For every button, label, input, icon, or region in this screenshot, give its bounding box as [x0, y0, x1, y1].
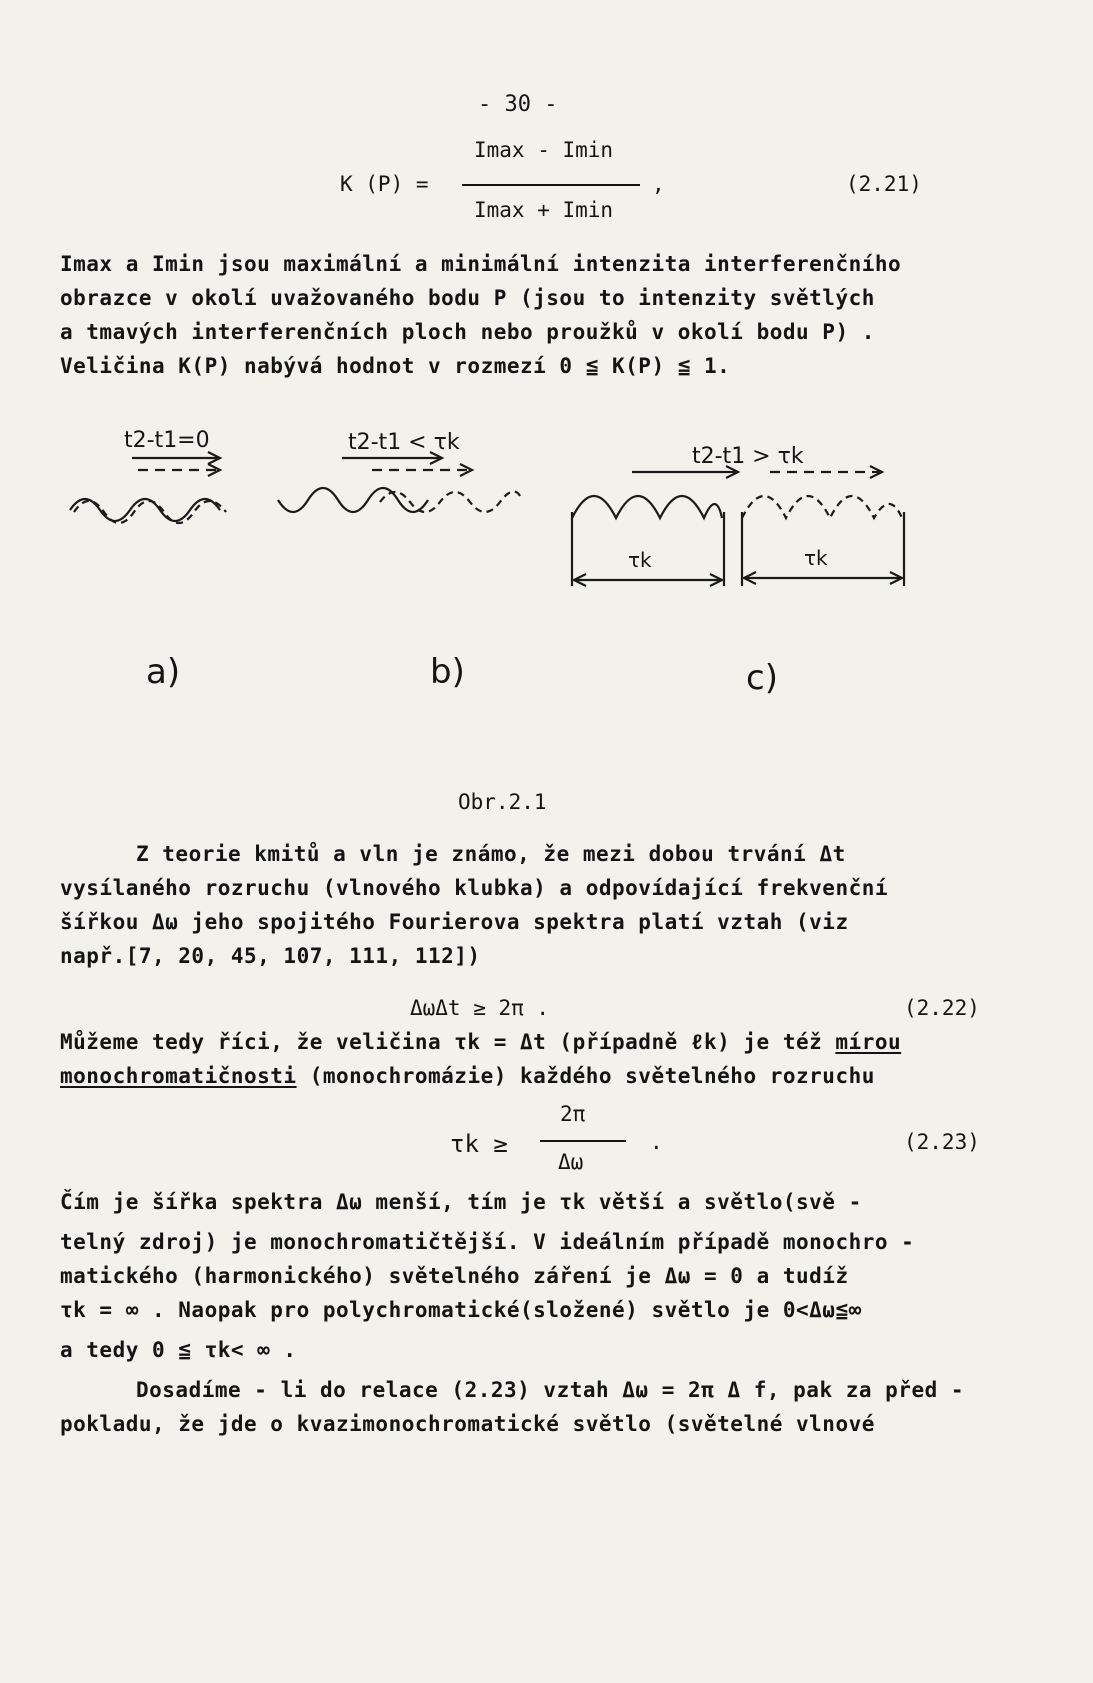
panel-b-condition: t2-t1 < τk [348, 430, 460, 455]
panel-b-wave-solid [278, 488, 428, 512]
para3-line-1 [60, 1030, 901, 1056]
para3-underlined-term: monochromatičnosti [60, 1064, 297, 1088]
para1-line: a tmavých interferenčních ploch nebo proužků v okolí bodu P) . [60, 320, 875, 344]
eq-2-21-numerator: Imax - Imin [474, 138, 614, 162]
eq-2-21-trailing: , [652, 172, 665, 196]
eq-2-23-denominator: Δω [558, 1150, 584, 1174]
para1-line: obrazce v okolí uvažovaného bodu P (jsou to intenzity světlých [60, 286, 875, 310]
eq-2-22: ΔωΔt ≥ 2π . [410, 996, 550, 1020]
panel-c-wave-solid [572, 496, 722, 518]
eq-2-21-denominator: Imax + Imin [474, 198, 614, 222]
para2-line: Z teorie kmitů a vln je známo, že mezi dobou trvání Δt [136, 842, 846, 866]
para2-line: šířkou Δω jeho spojitého Fourierova spektra platí vztah (viz [60, 910, 849, 934]
panel-a-condition: t2-t1=0 [124, 428, 210, 453]
panel-b-label: b) [430, 652, 465, 692]
para4-line: τk = ∞ . Naopak pro polychromatické(složené) světlo je 0<Δω≦∞ [60, 1298, 862, 1322]
para2-line: např.[7, 20, 45, 107, 111, 112]) [60, 944, 481, 968]
eq-2-23-numerator: 2π [560, 1102, 586, 1126]
para4-line: telný zdroj) je monochromatičtější. V ideálním případě monochro - [60, 1230, 915, 1254]
para1-line: Imax a Imin jsou maximální a minimální intenzita interferenčního [60, 252, 902, 276]
para3-line-2 [60, 1064, 875, 1088]
para5-line: pokladu, že jde o kvazimonochromatické světlo (světelné vlnové [60, 1412, 875, 1436]
figure-caption: Obr.2.1 [458, 790, 547, 814]
eq-2-23-number: (2.23) [904, 1130, 980, 1154]
eq-2-23-trailing: . [650, 1130, 663, 1154]
panel-c-condition: t2-t1 > τk [692, 444, 804, 469]
panel-c-tau-label-1: τk [628, 548, 652, 572]
page-number: - 30 - [478, 92, 558, 117]
eq-2-21-lhs: K (P) = [340, 172, 429, 196]
figure-drawing [0, 0, 1093, 700]
para4-line: Čím je šířka spektra Δω menší, tím je τk větší a světlo(svě - [60, 1190, 862, 1214]
para5-line: Dosadíme - li do relace (2.23) vztah Δω = 2π Δ f, pak za před - [136, 1378, 965, 1402]
para4-line: matického (harmonického) světelného záření je Δω = 0 a tudíž [60, 1264, 849, 1288]
panel-c-arrows [632, 466, 882, 478]
panel-c-label: c) [746, 658, 778, 698]
para3-underlined-term: mírou [835, 1030, 902, 1054]
eq-2-23-fraction-bar [540, 1140, 626, 1142]
eq-2-23-lhs: τk ≥ [450, 1130, 508, 1158]
panel-a-wave-dashed [74, 501, 226, 523]
para4-line: a tedy 0 ≦ τk< ∞ . [60, 1338, 297, 1362]
panel-b-arrows [342, 452, 472, 476]
para3-text: Můžeme tedy říci, že veličina τk = Δt (případně ℓk) je též [60, 1030, 836, 1054]
panel-c-tau-label-2: τk [804, 546, 828, 570]
para1-line: Veličina K(P) nabývá hodnot v rozmezí 0 ≦ K(P) ≦ 1. [60, 354, 731, 378]
panel-c-wave-dashed [742, 496, 902, 518]
panel-a-label: a) [146, 652, 181, 692]
panel-b-wave-dashed [380, 491, 522, 512]
panel-a-arrows [132, 452, 220, 476]
eq-2-22-number: (2.22) [904, 996, 980, 1020]
para2-line: vysílaného rozruchu (vlnového klubka) a odpovídající frekvenční [60, 876, 889, 900]
eq-2-21-number: (2.21) [846, 172, 922, 196]
para3-text: (monochromázie) každého světelného rozruchu [296, 1064, 875, 1088]
panel-a-wave-solid [70, 499, 220, 521]
